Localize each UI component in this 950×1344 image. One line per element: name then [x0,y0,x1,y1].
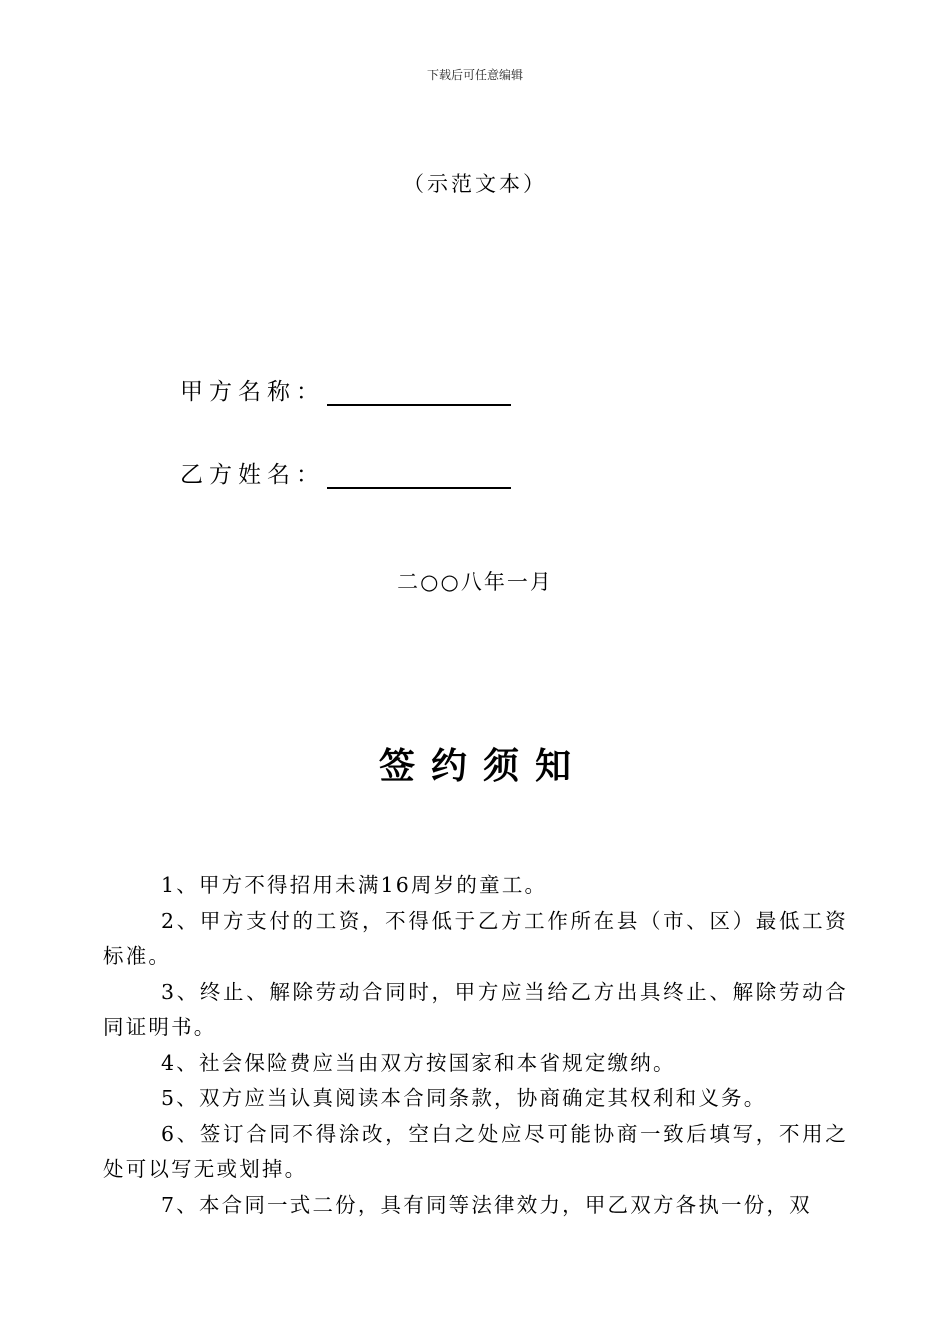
party-b-name-blank[interactable] [327,459,511,489]
notice-list [103,868,848,1223]
party-a-name-blank[interactable] [327,376,511,406]
sample-text-label: （示范文本） [403,172,547,196]
notice-item: 7、本合同一式二份，具有同等法律效力，甲乙双方各执一份，双 [161,1192,812,1217]
document-date: 二○○八年一月 [397,570,553,594]
notice-item: 2、甲方支付的工资，不得低于乙方工作所在县（市、区）最低工资标准。 [103,908,848,968]
notice-title: 签约须知 [378,746,587,787]
notice-item: 4、社会保险费应当由双方按国家和本省规定缴纳。 [161,1050,676,1075]
party-b-label: 乙方姓名： [180,462,325,488]
notice-item: 6、签订合同不得涂改，空白之处应尽可能协商一致后填写，不用之处可以写无或划掉。 [103,1121,848,1181]
notice-item: 3、终止、解除劳动合同时，甲方应当给乙方出具终止、解除劳动合同证明书。 [103,979,848,1039]
header-note: 下载后可任意编辑 [426,68,523,82]
party-a-label: 甲方名称： [180,379,325,405]
notice-item: 5、双方应当认真阅读本合同条款，协商确定其权利和义务。 [161,1086,767,1110]
party-a-line [180,372,511,406]
notice-item: 1、甲方不得招用未满16周岁的童工。 [161,873,548,897]
party-b-line [180,455,511,489]
